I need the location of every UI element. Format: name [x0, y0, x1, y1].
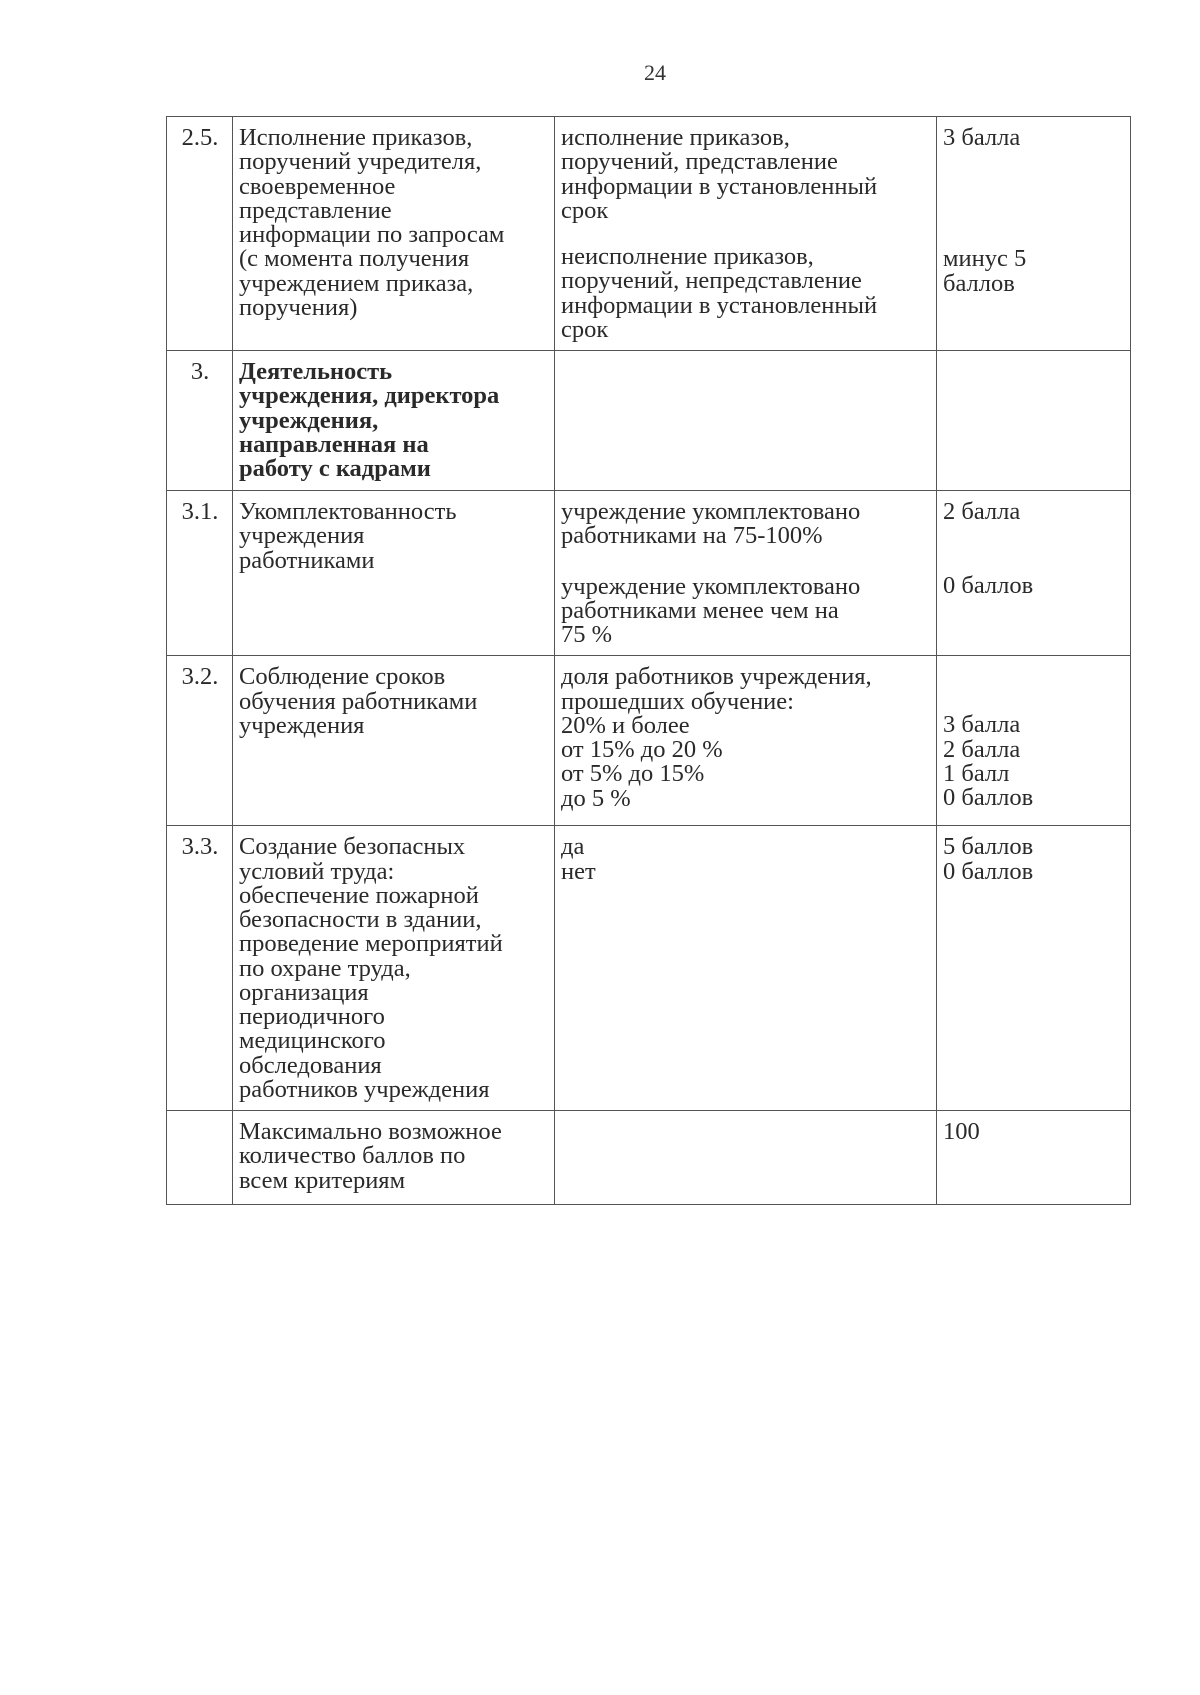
points-cell: 2 балла 0 баллов [937, 491, 1131, 656]
table-row-3 [167, 351, 1131, 491]
indicator-cell: доля работников учреждения, прошедших обучение: 20% и более от 15% до 20 % от 5% до 15% до 5 % [555, 656, 937, 826]
indicator-cell: исполнение приказов, поручений, представление информации в установленный срок неисполнение приказов, поручений, непредставление информации в установленный срок [555, 117, 937, 351]
row-number: 3.3. [167, 826, 233, 1111]
points-cell: 3 балла минус 5 баллов [937, 117, 1131, 351]
total-points-cell: 100 [937, 1111, 1131, 1205]
empty-cell [555, 1111, 937, 1205]
row-number: 2.5. [167, 117, 233, 351]
row-number: 3.2. [167, 656, 233, 826]
criterion-cell: Максимально возможное количество баллов по всем критериям [233, 1111, 555, 1205]
table-row-3-3 [167, 826, 1131, 1111]
criterion-cell: Исполнение приказов, поручений учредителя, своевременное представление информации по запросам (с момента получения учреждением приказа, поручения) [233, 117, 555, 351]
empty-cell [937, 351, 1131, 491]
table-row-total [167, 1111, 1131, 1205]
table-row-3-1 [167, 491, 1131, 656]
table-row-2-5 [167, 117, 1131, 351]
criterion-cell: Соблюдение сроков обучения работниками учреждения [233, 656, 555, 826]
criterion-cell: Создание безопасных условий труда: обеспечение пожарной безопасности в здании, проведение мероприятий по охране труда, организация периодичного медицинского обследования работников учреждения [233, 826, 555, 1111]
row-number: 3. [167, 351, 233, 491]
criteria-table [166, 116, 1131, 1205]
row-number [167, 1111, 233, 1205]
table-row-3-2 [167, 656, 1131, 826]
indicator-cell: учреждение укомплектовано работниками на 75-100% учреждение укомплектовано работниками менее чем на 75 % [555, 491, 937, 656]
indicator-cell: да нет [555, 826, 937, 1111]
empty-cell [555, 351, 937, 491]
page-number: 24 [644, 60, 666, 85]
points-cell: 5 баллов 0 баллов [937, 826, 1131, 1111]
row-number: 3.1. [167, 491, 233, 656]
criterion-cell: Укомплектованность учреждения работниками [233, 491, 555, 656]
points-cell: 3 балла 2 балла 1 балл 0 баллов [937, 656, 1131, 826]
section-heading-cell: Деятельность учреждения, директора учреждения, направленная на работу с кадрами [233, 351, 555, 491]
